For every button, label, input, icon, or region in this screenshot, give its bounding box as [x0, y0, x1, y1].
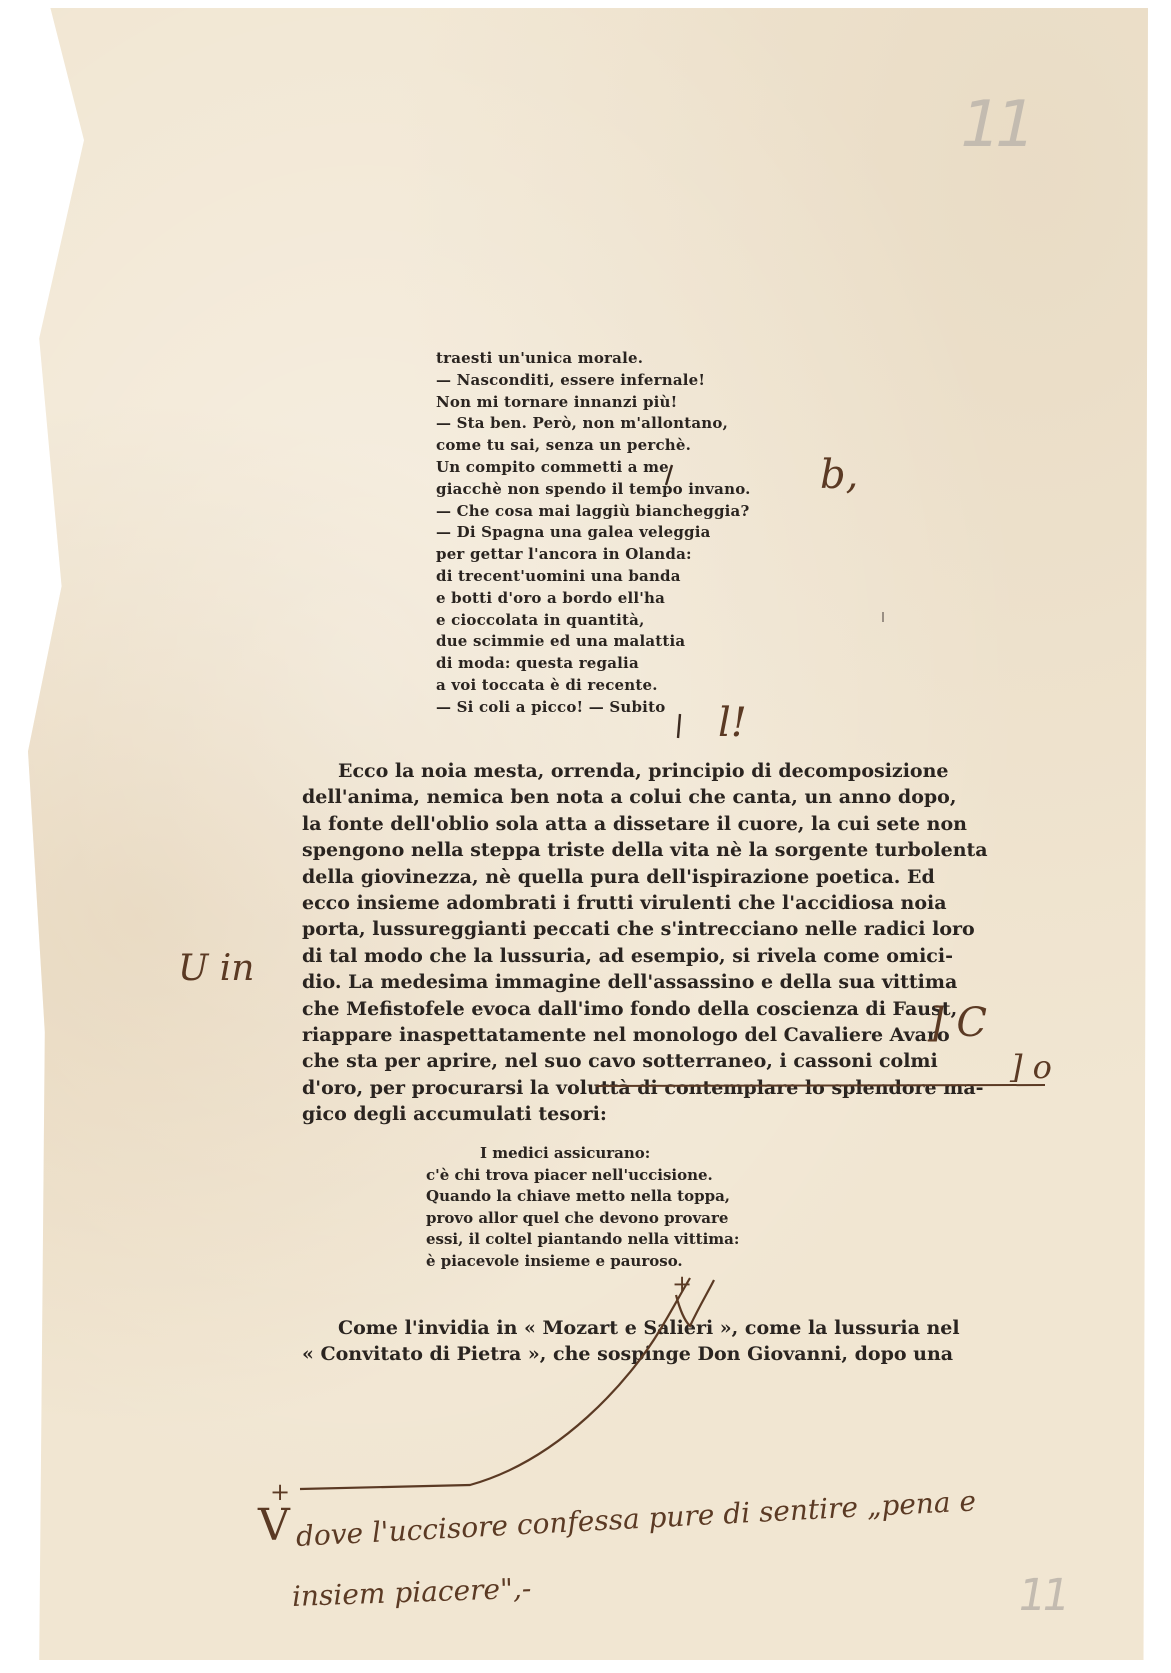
prose-paragraph-2: [302, 1315, 960, 1368]
poem-line: giacchè non spendo il tempo invano.: [436, 479, 751, 498]
poem-line: traesti un'unica morale.: [436, 349, 644, 367]
handwritten-insert-line-1: dove l'uccisore confessa pure di sentire „pena e: [295, 1484, 977, 1553]
margin-mark-b: b,: [820, 452, 859, 498]
page-number-top: 11: [952, 88, 1038, 162]
quote-line: c'è chi trova piacer nell'uccisione.: [426, 1165, 713, 1184]
margin-mark-l: l!: [718, 700, 747, 746]
quote-line: è piacevole insieme e pauroso.: [426, 1251, 683, 1270]
poem-line: e botti d'oro a bordo ell'ha: [436, 588, 666, 607]
poem-line: per gettar l'ancora in Olanda:: [436, 545, 692, 564]
prose-line: che sta per aprire, nel suo cavo sotterraneo, i cassoni colmi: [302, 1050, 938, 1073]
margin-note-c: ] C: [928, 1000, 987, 1046]
poem-line: a voi toccata è di recente.: [436, 675, 658, 694]
poem-line: e cioccolata in quantità,: [436, 610, 645, 629]
poem-line: due scimmie ed una malattia: [436, 632, 686, 651]
quote-block: [426, 1143, 746, 1273]
prose-line: « Convitato di Pietra », che sospinge Don Giovanni, dopo una: [302, 1343, 954, 1366]
prose-line: d'oro, per procurarsi la voluttà di contemplare lo splendore ma-: [302, 1076, 984, 1099]
margin-note-left: U in: [178, 948, 255, 989]
prose-line: di tal modo che la lussuria, ad esempio, si rivela come omici-: [302, 944, 953, 967]
prose-line: porta, lussureggianti peccati che s'intrecciano nelle radici loro: [302, 918, 975, 941]
prose-line: ecco insieme adombrati i frutti virulenti che l'accidiosa noia: [302, 892, 947, 915]
plus-mark-top: +: [672, 1270, 693, 1298]
poem-line: — Che cosa mai laggiù biancheggia?: [436, 501, 750, 520]
poem-line: di trecent'uomini una banda: [436, 566, 681, 585]
poem-line: Non mi tornare innanzi più!: [436, 392, 678, 411]
quote-line: essi, il coltel piantando nella vittima:: [426, 1230, 740, 1249]
poem-line: — Si coli a picco! — Subito: [436, 697, 666, 716]
margin-note-o: ] o: [1010, 1048, 1052, 1086]
prose-line: dell'anima, nemica ben nota a colui che canta, un anno dopo,: [302, 786, 957, 809]
quote-line: I medici assicurano:: [480, 1144, 651, 1162]
poem-line: — Nasconditi, essere infernale!: [436, 370, 706, 389]
prose-paragraph: [302, 758, 988, 1128]
prose-line: gico degli accumulati tesori:: [302, 1103, 607, 1126]
poem-line: di moda: questa regalia: [436, 654, 639, 673]
handwritten-insert-line-2: insiem piacere",-: [291, 1571, 532, 1613]
poem-line: — Sta ben. Però, non m'allontano,: [436, 414, 728, 433]
page-number-bottom: 11: [1013, 1570, 1071, 1621]
poem-line: come tu sai, senza un perchè.: [436, 436, 692, 455]
prose-line: riappare inaspettatamente nel monologo del Cavaliere Avaro: [302, 1024, 950, 1047]
prose-line: della giovinezza, nè quella pura dell'ispirazione poetica. Ed: [302, 865, 935, 888]
prose-line: che Mefistofele evoca dall'imo fondo della coscienza di Faust,: [302, 997, 958, 1020]
plus-mark-bottom: +: [270, 1478, 291, 1506]
prose-line: dio. La medesima immagine dell'assassino e della sua vittima: [302, 971, 958, 994]
prose-line: Ecco la noia mesta, orrenda, principio di decomposizione: [338, 760, 949, 782]
poem-line: Un compito commetti a me: [436, 457, 669, 476]
prose-line: Come l'invidia in « Mozart e Salieri », come la lussuria nel: [338, 1317, 960, 1339]
insert-caret-mark: V: [258, 1500, 290, 1551]
poem-line: — Di Spagna una galea veleggia: [436, 523, 711, 542]
quote-line: provo allor quel che devono provare: [426, 1208, 729, 1227]
prose-line: spengono nella steppa triste della vita nè la sorgente turbolenta: [302, 839, 988, 862]
prose-line: la fonte dell'oblio sola atta a dissetare il cuore, la cui sete non: [302, 812, 967, 835]
quote-line: Quando la chiave metto nella toppa,: [426, 1187, 731, 1206]
poem-block: [436, 348, 766, 719]
